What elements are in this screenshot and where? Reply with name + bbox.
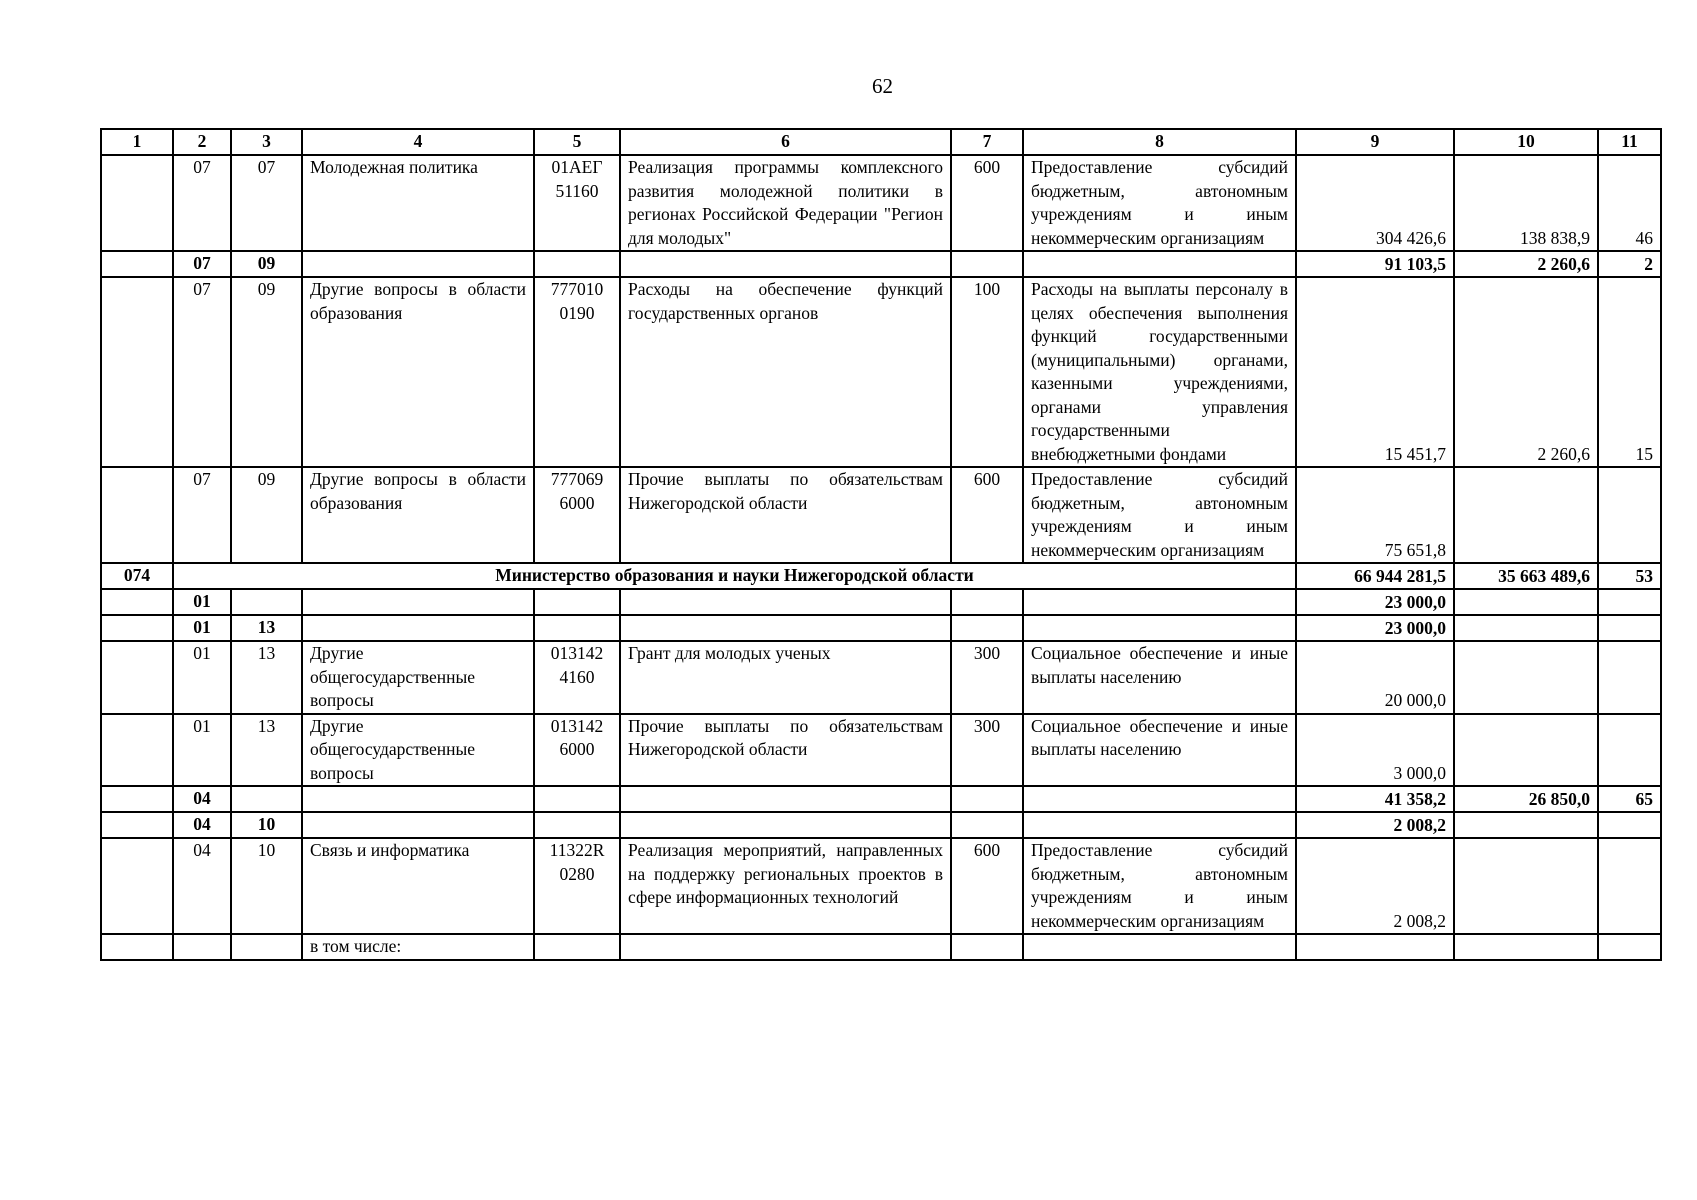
cell-subsection (231, 589, 302, 615)
cell-expense-type-name (1023, 589, 1296, 615)
cell-expense-type: 100 (951, 277, 1023, 467)
cell-target-code (534, 934, 620, 960)
cell-section: 01 (173, 589, 231, 615)
cell-col1 (101, 155, 173, 251)
cell-expense-type (951, 934, 1023, 960)
cell-amount-2: 2 260,6 (1454, 277, 1598, 467)
cell-section: 01 (173, 615, 231, 641)
cell-amount-3 (1598, 615, 1661, 641)
cell-amount-2 (1454, 934, 1598, 960)
cell-amount-3 (1598, 714, 1661, 787)
cell-name (302, 786, 534, 812)
cell-target-code: 11322R 0280 (534, 838, 620, 934)
cell-description: Расходы на обеспечение функций государственных органов (620, 277, 951, 467)
cell-description (620, 615, 951, 641)
cell-expense-type: 300 (951, 714, 1023, 787)
cell-target-code: 013142 4160 (534, 641, 620, 714)
cell-section: 04 (173, 838, 231, 934)
cell-amount: 41 358,2 (1296, 786, 1454, 812)
cell-col1 (101, 786, 173, 812)
cell-subsection: 10 (231, 838, 302, 934)
cell-description: Грант для молодых ученых (620, 641, 951, 714)
cell-amount-3: 46 (1598, 155, 1661, 251)
cell-amount: 23 000,0 (1296, 615, 1454, 641)
cell-subsection: 10 (231, 812, 302, 838)
cell-amount: 3 000,0 (1296, 714, 1454, 787)
cell-expense-type-name (1023, 934, 1296, 960)
cell-amount-2: 138 838,9 (1454, 155, 1598, 251)
cell-name: Другие общегосударственные вопросы (302, 641, 534, 714)
header-cell: 8 (1023, 129, 1296, 155)
cell-section (173, 934, 231, 960)
department-title: Министерство образования и науки Нижегородской области (173, 563, 1296, 589)
department-row (101, 563, 1661, 589)
cell-description (620, 589, 951, 615)
cell-section: 07 (173, 251, 231, 277)
page-number: 62 (872, 74, 893, 98)
cell-expense-type (951, 251, 1023, 277)
cell-expense-type-name: Предоставление субсидий бюджетным, автономным учреждениям и иным некоммерческим организациям (1023, 838, 1296, 934)
cell-amount-3: 15 (1598, 277, 1661, 467)
cell-amount: 2 008,2 (1296, 838, 1454, 934)
budget-table (100, 128, 1662, 961)
cell-section: 07 (173, 277, 231, 467)
cell-amount-2 (1454, 714, 1598, 787)
cell-col1 (101, 934, 173, 960)
cell-target-code (534, 251, 620, 277)
cell-subsection: 09 (231, 467, 302, 563)
table-row (101, 838, 1661, 934)
subtotal-row (101, 589, 1661, 615)
header-cell: 4 (302, 129, 534, 155)
cell-subsection (231, 786, 302, 812)
cell-subsection: 07 (231, 155, 302, 251)
cell-amount: 2 008,2 (1296, 812, 1454, 838)
cell-name: Молодежная политика (302, 155, 534, 251)
cell-expense-type-name: Социальное обеспечение и иные выплаты населению (1023, 714, 1296, 787)
cell-amount-2 (1454, 615, 1598, 641)
cell-amount: 66 944 281,5 (1296, 563, 1454, 589)
table-row (101, 277, 1661, 467)
header-cell: 2 (173, 129, 231, 155)
cell-amount: 20 000,0 (1296, 641, 1454, 714)
cell-amount-2 (1454, 589, 1598, 615)
cell-amount: 91 103,5 (1296, 251, 1454, 277)
cell-expense-type-name (1023, 812, 1296, 838)
header-cell: 1 (101, 129, 173, 155)
header-cell: 5 (534, 129, 620, 155)
cell-amount-3: 65 (1598, 786, 1661, 812)
cell-amount (1296, 934, 1454, 960)
cell-expense-type (951, 812, 1023, 838)
cell-expense-type: 600 (951, 838, 1023, 934)
cell-section: 07 (173, 467, 231, 563)
cell-name (302, 251, 534, 277)
cell-col1 (101, 615, 173, 641)
cell-name: в том числе: (302, 934, 534, 960)
cell-amount-3: 53 (1598, 563, 1661, 589)
cell-expense-type: 300 (951, 641, 1023, 714)
cell-amount-3 (1598, 467, 1661, 563)
cell-target-code (534, 786, 620, 812)
header-cell: 9 (1296, 129, 1454, 155)
cell-description (620, 251, 951, 277)
cell-name: Связь и информатика (302, 838, 534, 934)
subtotal-row (101, 251, 1661, 277)
cell-target-code (534, 812, 620, 838)
cell-amount-3: 2 (1598, 251, 1661, 277)
table-row (101, 467, 1661, 563)
cell-subsection: 09 (231, 251, 302, 277)
cell-amount-2: 26 850,0 (1454, 786, 1598, 812)
cell-expense-type-name (1023, 251, 1296, 277)
header-cell: 11 (1598, 129, 1661, 155)
cell-target-code: 013142 6000 (534, 714, 620, 787)
table-row (101, 934, 1661, 960)
cell-name (302, 615, 534, 641)
cell-amount: 15 451,7 (1296, 277, 1454, 467)
cell-target-code (534, 615, 620, 641)
header-row (101, 129, 1661, 155)
cell-amount-2 (1454, 641, 1598, 714)
header-cell: 10 (1454, 129, 1598, 155)
cell-amount-2 (1454, 812, 1598, 838)
cell-section: 01 (173, 641, 231, 714)
cell-amount: 75 651,8 (1296, 467, 1454, 563)
header-cell: 7 (951, 129, 1023, 155)
subtotal-row (101, 812, 1661, 838)
cell-amount-2 (1454, 467, 1598, 563)
cell-description: Реализация мероприятий, направленных на поддержку региональных проектов в сфере информационных технологий (620, 838, 951, 934)
cell-name: Другие вопросы в области образования (302, 467, 534, 563)
cell-section: 04 (173, 812, 231, 838)
cell-amount-2 (1454, 838, 1598, 934)
cell-expense-type: 600 (951, 467, 1023, 563)
cell-name (302, 589, 534, 615)
cell-col1 (101, 714, 173, 787)
cell-expense-type-name: Социальное обеспечение и иные выплаты населению (1023, 641, 1296, 714)
cell-name: Другие общегосударственные вопросы (302, 714, 534, 787)
cell-subsection: 09 (231, 277, 302, 467)
cell-expense-type-name: Расходы на выплаты персоналу в целях обеспечения выполнения функций государственными (муниципальными) органами, казенными учреждениями, органами управления государственными внебюджетными фондами (1023, 277, 1296, 467)
cell-amount-3 (1598, 641, 1661, 714)
cell-amount-3 (1598, 934, 1661, 960)
cell-col1 (101, 251, 173, 277)
cell-section: 07 (173, 155, 231, 251)
cell-description (620, 812, 951, 838)
cell-section: 04 (173, 786, 231, 812)
cell-amount: 304 426,6 (1296, 155, 1454, 251)
cell-expense-type (951, 615, 1023, 641)
table-row (101, 714, 1661, 787)
cell-amount-2: 2 260,6 (1454, 251, 1598, 277)
cell-amount-3 (1598, 589, 1661, 615)
cell-description: Прочие выплаты по обязательствам Нижегородской области (620, 467, 951, 563)
subtotal-row (101, 615, 1661, 641)
cell-amount-3 (1598, 838, 1661, 934)
cell-expense-type (951, 786, 1023, 812)
cell-target-code (534, 589, 620, 615)
cell-target-code: 01АЕГ 51160 (534, 155, 620, 251)
cell-col1 (101, 812, 173, 838)
cell-section: 01 (173, 714, 231, 787)
cell-department-code: 074 (101, 563, 173, 589)
cell-expense-type-name (1023, 786, 1296, 812)
header-cell: 3 (231, 129, 302, 155)
table-row (101, 155, 1661, 251)
cell-subsection: 13 (231, 641, 302, 714)
header-cell: 6 (620, 129, 951, 155)
cell-amount-3 (1598, 812, 1661, 838)
cell-amount: 23 000,0 (1296, 589, 1454, 615)
cell-description: Реализация программы комплексного развития молодежной политики в регионах Российской Федерации "Регион для молодых" (620, 155, 951, 251)
subtotal-row (101, 786, 1661, 812)
cell-expense-type: 600 (951, 155, 1023, 251)
cell-subsection (231, 934, 302, 960)
cell-target-code: 777069 6000 (534, 467, 620, 563)
cell-col1 (101, 589, 173, 615)
cell-description (620, 786, 951, 812)
cell-expense-type-name: Предоставление субсидий бюджетным, автономным учреждениям и иным некоммерческим организациям (1023, 155, 1296, 251)
cell-col1 (101, 838, 173, 934)
cell-subsection: 13 (231, 615, 302, 641)
cell-col1 (101, 277, 173, 467)
cell-target-code: 777010 0190 (534, 277, 620, 467)
cell-col1 (101, 641, 173, 714)
cell-subsection: 13 (231, 714, 302, 787)
cell-expense-type-name: Предоставление субсидий бюджетным, автономным учреждениям и иным некоммерческим организациям (1023, 467, 1296, 563)
cell-expense-type (951, 589, 1023, 615)
cell-col1 (101, 467, 173, 563)
cell-description: Прочие выплаты по обязательствам Нижегородской области (620, 714, 951, 787)
cell-amount-2: 35 663 489,6 (1454, 563, 1598, 589)
cell-expense-type-name (1023, 615, 1296, 641)
cell-name (302, 812, 534, 838)
cell-name: Другие вопросы в области образования (302, 277, 534, 467)
cell-description (620, 934, 951, 960)
table-row (101, 641, 1661, 714)
